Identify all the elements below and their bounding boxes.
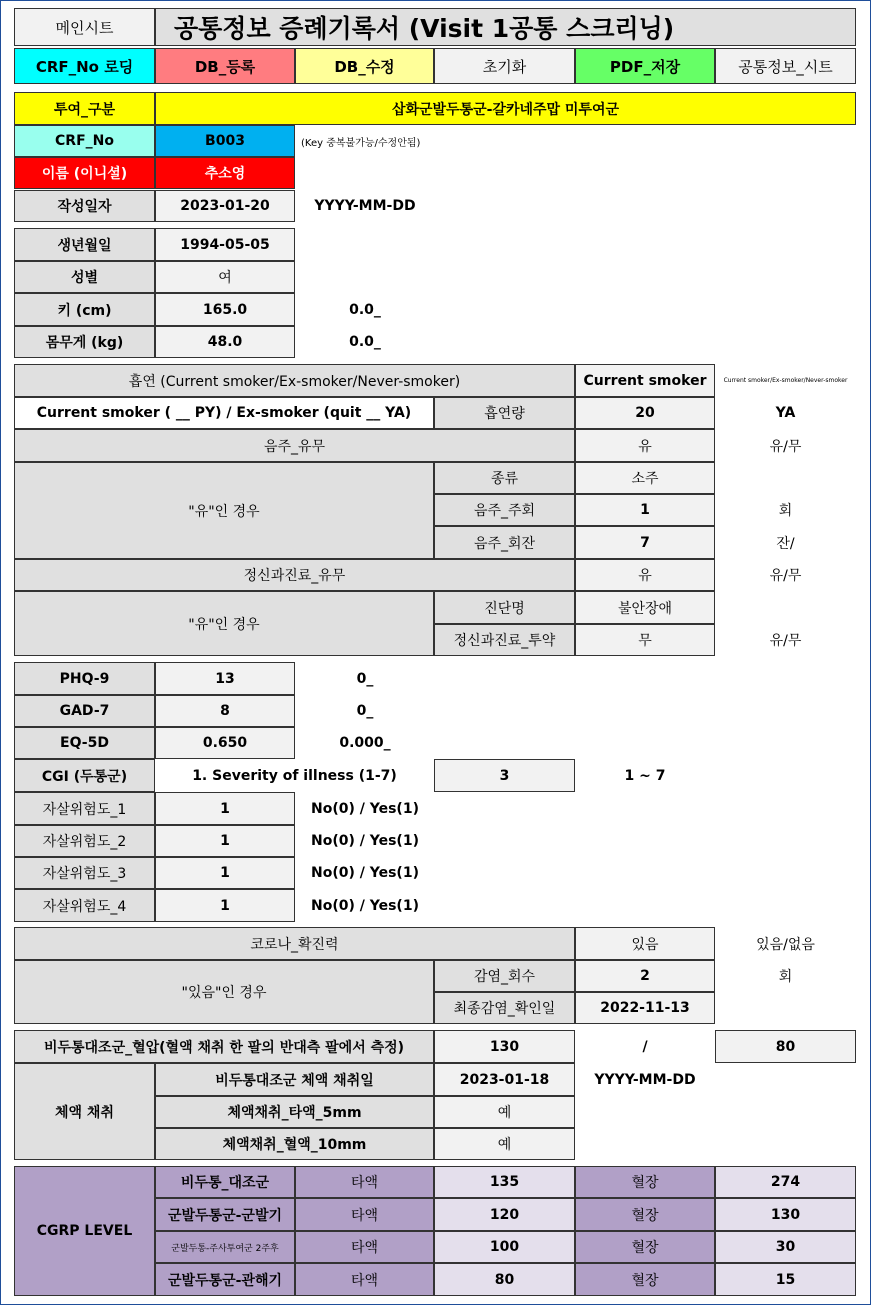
- drinking-type-label: 종류: [434, 462, 575, 494]
- drinking-per-week-label: 음주_주회: [434, 494, 575, 526]
- cgrp-plasma-2-label: 혈장: [575, 1198, 715, 1231]
- height-label: 키 (cm): [14, 293, 155, 326]
- covid-last-input[interactable]: 2022-11-13: [575, 992, 715, 1024]
- phq9-label: PHQ-9: [14, 662, 155, 695]
- smoking-amount-label: 흡연량: [434, 397, 575, 429]
- suicide-risk-4-label: 자살위험도_4: [14, 889, 155, 922]
- birth-input[interactable]: 1994-05-05: [155, 228, 295, 261]
- covid-last-label: 최종감염_확인일: [434, 992, 575, 1024]
- cgrp-saliva-1-label: 타액: [295, 1166, 434, 1198]
- suicide-risk-4-options: No(0) / Yes(1): [311, 897, 419, 914]
- drinking-per-time-input[interactable]: 7: [575, 526, 715, 559]
- cgrp-level-label: CGRP LEVEL: [14, 1166, 155, 1296]
- drinking-type-input[interactable]: 소주: [575, 462, 715, 494]
- crf-load-button[interactable]: CRF_No 로딩: [14, 48, 155, 84]
- psychiatry-medication-select[interactable]: 무: [575, 624, 715, 656]
- suicide-risk-1-options: No(0) / Yes(1): [311, 800, 419, 817]
- psychiatry-medication-label: 정신과진료_투약: [434, 624, 575, 656]
- drinking-per-time-label: 음주_회잔: [434, 526, 575, 559]
- write-date-input[interactable]: 2023-01-20: [155, 190, 295, 222]
- cgrp-saliva-2-label: 타액: [295, 1198, 434, 1231]
- cgrp-group-3-label: 군발두통-주사투여군 2주후: [155, 1231, 295, 1263]
- covid-count-input[interactable]: 2: [575, 960, 715, 992]
- psychiatry-medication-options: 유/무: [769, 633, 802, 649]
- smoking-options: Current smoker/Ex-smoker/Never-smoker: [723, 377, 848, 384]
- bp-label: 비두통대조군_혈압(혈액 채취 한 팔의 반대측 팔에서 측정): [14, 1030, 434, 1063]
- eq5d-label: EQ-5D: [14, 727, 155, 759]
- gad7-label: GAD-7: [14, 695, 155, 727]
- covid-select[interactable]: 있음: [575, 927, 715, 960]
- covid-label: 코로나_확진력: [14, 927, 575, 960]
- eq5d-format: 0.000_: [339, 735, 391, 751]
- sample-label: 체액 채취: [14, 1063, 155, 1160]
- smoking-amount-input[interactable]: 20: [575, 397, 715, 429]
- crf-no-input[interactable]: B003: [155, 125, 295, 157]
- sample-saliva-select[interactable]: 예: [434, 1096, 575, 1128]
- name-label: 이름 (이니셜): [14, 157, 155, 189]
- birth-label: 생년월일: [14, 228, 155, 261]
- pdf-save-button[interactable]: PDF_저장: [575, 48, 715, 84]
- covid-count-label: 감염_회수: [434, 960, 575, 992]
- cgrp-plasma-1-input[interactable]: 274: [715, 1166, 856, 1198]
- drinking-case-label: "유"인 경우: [14, 462, 434, 559]
- common-info-sheet-button[interactable]: 공통정보_시트: [715, 48, 856, 84]
- psychiatry-case-label: "유"인 경우: [14, 591, 434, 656]
- smoking-detail-label: Current smoker ( __ PY) / Ex-smoker (quit __ YA): [14, 397, 434, 429]
- page-title: 공통정보 증례기록서 (Visit 1공통 스크리닝): [155, 8, 856, 46]
- smoking-select[interactable]: Current smoker: [575, 364, 715, 397]
- psychiatry-diagnosis-label: 진단명: [434, 591, 575, 624]
- bp-systolic-input[interactable]: 130: [434, 1030, 575, 1063]
- sample-date-format: YYYY-MM-DD: [594, 1071, 696, 1088]
- suicide-risk-3-label: 자살위험도_3: [14, 857, 155, 889]
- admin-type-value[interactable]: 삽화군발두통군-갈카네주맙 미투여군: [155, 92, 856, 125]
- db-modify-button[interactable]: DB_수정: [295, 48, 434, 84]
- psychiatry-options: 유/무: [769, 568, 802, 584]
- weight-format: 0.0_: [349, 334, 381, 350]
- name-input[interactable]: 추소영: [155, 157, 295, 189]
- cgrp-saliva-3-input[interactable]: 100: [434, 1231, 575, 1263]
- cgrp-saliva-4-input[interactable]: 80: [434, 1263, 575, 1296]
- db-register-button[interactable]: DB_등록: [155, 48, 295, 84]
- sample-blood-select[interactable]: 예: [434, 1128, 575, 1160]
- phq9-format: 0_: [356, 670, 374, 687]
- smoking-label: 흡연 (Current smoker/Ex-smoker/Never-smoker): [14, 364, 575, 397]
- weight-input[interactable]: 48.0: [155, 326, 295, 358]
- cgi-item-label: 1. Severity of illness (1-7): [192, 767, 397, 784]
- cgrp-group-4-label: 군발두통군-관해기: [155, 1263, 295, 1296]
- suicide-risk-2-input[interactable]: 1: [155, 825, 295, 857]
- cgrp-saliva-2-input[interactable]: 120: [434, 1198, 575, 1231]
- write-date-label: 작성일자: [14, 190, 155, 222]
- cgrp-plasma-4-input[interactable]: 15: [715, 1263, 856, 1296]
- cgrp-plasma-1-label: 혈장: [575, 1166, 715, 1198]
- cgrp-group-2-label: 군발두통군-군발기: [155, 1198, 295, 1231]
- drinking-select[interactable]: 유: [575, 429, 715, 462]
- suicide-risk-3-options: No(0) / Yes(1): [311, 865, 419, 881]
- gad7-format: 0_: [356, 703, 374, 719]
- sex-input[interactable]: 여: [155, 261, 295, 293]
- drinking-per-week-unit: 회: [778, 503, 793, 519]
- bp-separator: /: [642, 1038, 648, 1055]
- cgi-range: 1 ~ 7: [624, 767, 666, 784]
- sample-date-input[interactable]: 2023-01-18: [434, 1063, 575, 1096]
- main-sheet-button[interactable]: 메인시트: [14, 8, 155, 46]
- phq9-input[interactable]: 13: [155, 662, 295, 695]
- cgrp-group-1-label: 비두통_대조군: [155, 1166, 295, 1198]
- psychiatry-diagnosis-input[interactable]: 불안장애: [575, 591, 715, 624]
- covid-count-unit: 회: [778, 969, 793, 985]
- cgrp-plasma-3-label: 혈장: [575, 1231, 715, 1263]
- suicide-risk-1-label: 자살위험도_1: [14, 792, 155, 825]
- gad7-input[interactable]: 8: [155, 695, 295, 727]
- cgrp-plasma-4-label: 혈장: [575, 1263, 715, 1296]
- suicide-risk-3-input[interactable]: 1: [155, 857, 295, 889]
- reset-button[interactable]: 초기화: [434, 48, 575, 84]
- cgrp-plasma-2-input[interactable]: 130: [715, 1198, 856, 1231]
- eq5d-input[interactable]: 0.650: [155, 727, 295, 759]
- cgrp-saliva-4-label: 타액: [295, 1263, 434, 1296]
- height-format: 0.0_: [349, 301, 381, 318]
- weight-label: 몸무게 (kg): [14, 326, 155, 358]
- suicide-risk-2-options: No(0) / Yes(1): [311, 833, 419, 849]
- suicide-risk-1-input[interactable]: 1: [155, 792, 295, 825]
- suicide-risk-4-input[interactable]: 1: [155, 889, 295, 922]
- write-date-format: YYYY-MM-DD: [314, 198, 416, 214]
- crf-no-label: CRF_No: [14, 125, 155, 157]
- cgi-label: CGI (두통군): [14, 759, 155, 792]
- sample-date-label: 비두통대조군 체액 채취일: [155, 1063, 434, 1096]
- cgi-input[interactable]: 3: [434, 759, 575, 792]
- psychiatry-label: 정신과진료_유무: [14, 559, 575, 591]
- covid-options: 있음/없음: [756, 936, 815, 953]
- psychiatry-select[interactable]: 유: [575, 559, 715, 591]
- cgrp-plasma-3-input[interactable]: 30: [715, 1231, 856, 1263]
- cgrp-saliva-3-label: 타액: [295, 1231, 434, 1263]
- sample-blood-label: 체액채취_혈액_10mm: [155, 1128, 434, 1160]
- height-input[interactable]: 165.0: [155, 293, 295, 326]
- drinking-per-week-input[interactable]: 1: [575, 494, 715, 526]
- sex-label: 성별: [14, 261, 155, 293]
- suicide-risk-2-label: 자살위험도_2: [14, 825, 155, 857]
- sample-saliva-label: 체액채취_타액_5mm: [155, 1096, 434, 1128]
- admin-type-label: 투여_구분: [14, 92, 155, 125]
- covid-case-label: "있음"인 경우: [14, 960, 434, 1024]
- crf-no-note: (Key 중복불가능/수정안됨): [301, 137, 421, 149]
- bp-diastolic-input[interactable]: 80: [715, 1030, 856, 1063]
- drinking-options: 유/무: [769, 438, 802, 455]
- cgrp-saliva-1-input[interactable]: 135: [434, 1166, 575, 1198]
- smoking-amount-unit: YA: [775, 405, 796, 421]
- drinking-label: 음주_유무: [14, 429, 575, 462]
- drinking-per-time-unit: 잔/: [776, 535, 795, 552]
